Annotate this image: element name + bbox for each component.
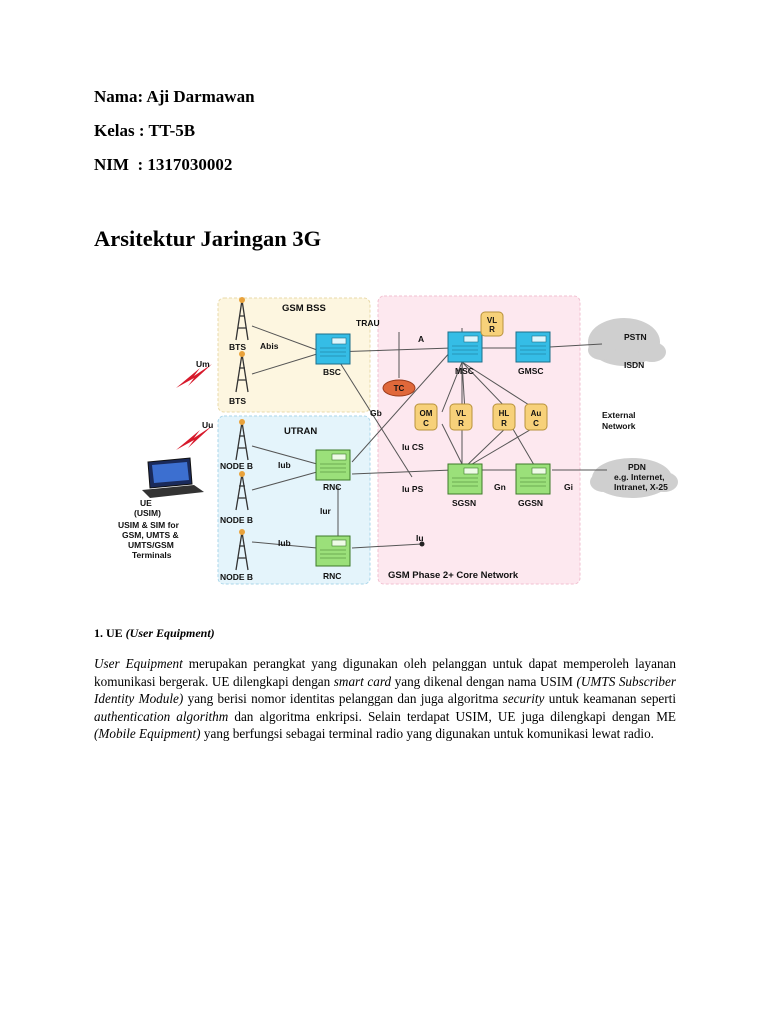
a-interface-label: A bbox=[418, 334, 425, 344]
paragraph-text: yang berisi nomor identitas pelanggan dan juga algoritma bbox=[183, 691, 503, 707]
iups-interface-label: Iu PS bbox=[402, 484, 424, 494]
section-term: (User Equipment) bbox=[125, 626, 215, 640]
pdn-label: PDN bbox=[628, 462, 646, 472]
auc-label: C bbox=[533, 419, 539, 428]
usim-label: (USIM) bbox=[134, 508, 161, 518]
vlr-label: VL bbox=[486, 316, 498, 325]
term-mobile-equipment: (Mobile Equipment) bbox=[94, 726, 201, 742]
utran-label: UTRAN bbox=[284, 426, 318, 437]
term-smart-card: smart card bbox=[333, 673, 392, 689]
ue-label: UE bbox=[140, 498, 152, 508]
student-nim: NIM : 1317030002 bbox=[94, 155, 233, 174]
hlr-label: R bbox=[501, 419, 507, 428]
student-class: Kelas : TT-5B bbox=[94, 121, 196, 140]
pdn-example-label: Intranet, X-25 bbox=[614, 482, 668, 492]
term-authentication-algorithm: authentication algorithm bbox=[94, 708, 229, 724]
bsc-node-icon bbox=[316, 334, 350, 364]
node-b-label: NODE B bbox=[220, 461, 254, 471]
gi-interface-label: Gi bbox=[564, 482, 573, 492]
iub-interface-label: Iub bbox=[278, 460, 291, 470]
gmsc-label: GMSC bbox=[518, 366, 544, 376]
student-name: Nama: Aji Darmawan bbox=[94, 87, 255, 106]
rnc-label: RNC bbox=[323, 482, 342, 492]
omc-label: C bbox=[423, 419, 429, 428]
paragraph-text: dan algoritma enkripsi. Selain terdapat USIM, UE juga dilengkapi dengan ME bbox=[228, 708, 676, 724]
gmsc-node-icon bbox=[516, 332, 550, 362]
auc-label: Au bbox=[530, 409, 542, 418]
paragraph-text: merupakan perangkat yang digunakan oleh pelanggan untuk dapat memperoleh layanan komunikasi bergerak. UE dilengkapi dengan bbox=[94, 656, 676, 689]
hlr-label: HL bbox=[498, 409, 510, 418]
vlr-label: VL bbox=[455, 409, 467, 418]
network-architecture-diagram bbox=[112, 292, 684, 590]
tc-label: TC bbox=[393, 384, 405, 393]
vlr-label: R bbox=[458, 419, 464, 428]
pstn-cloud bbox=[588, 318, 666, 366]
iucs-interface-label: Iu CS bbox=[402, 442, 424, 452]
core-network-label: GSM Phase 2+ Core Network bbox=[388, 570, 519, 581]
bsc-label: BSC bbox=[323, 367, 341, 377]
isdn-label: ISDN bbox=[624, 360, 645, 370]
bts-label: BTS bbox=[229, 342, 246, 352]
gn-interface-label: Gn bbox=[494, 482, 506, 492]
term-user-equipment: User Equipment bbox=[94, 656, 183, 671]
rnc-label: RNC bbox=[323, 571, 342, 581]
external-network-label: External bbox=[602, 410, 636, 420]
radio-link-icon bbox=[176, 364, 212, 450]
paragraph-text: yang berfungsi sebagai terminal radio yang digunakan untuk komunikasi lewat radio. bbox=[200, 726, 654, 742]
uu-interface-label: Uu bbox=[202, 420, 214, 430]
msc-node-icon bbox=[448, 332, 482, 362]
terminal-desc: USIM & SIM for bbox=[118, 520, 179, 530]
external-network-label: Network bbox=[602, 421, 636, 431]
vlr-label: R bbox=[489, 325, 495, 334]
section-number: 1. UE bbox=[94, 626, 126, 640]
iur-interface-label: Iur bbox=[320, 506, 331, 516]
sgsn-label: SGSN bbox=[452, 498, 477, 508]
bts-label: BTS bbox=[229, 396, 246, 406]
terminal-desc: GSM, UMTS & bbox=[122, 530, 179, 540]
gb-interface-label: Gb bbox=[370, 408, 382, 418]
page-title: Arsitektur Jaringan 3G bbox=[94, 226, 322, 251]
pdn-example-label: e.g. Internet, bbox=[614, 472, 665, 482]
um-interface-label: Um bbox=[196, 359, 210, 369]
pstn-label: PSTN bbox=[624, 332, 647, 342]
abis-label: Abis bbox=[260, 341, 279, 351]
terminal-desc: Terminals bbox=[132, 550, 172, 560]
term-usim: (UMTS Subscriber Identity Module) bbox=[94, 673, 676, 707]
sgsn-node-icon bbox=[448, 464, 482, 494]
node-b-label: NODE B bbox=[220, 515, 254, 525]
paragraph-text: untuk keamanan seperti bbox=[544, 691, 676, 707]
iub-interface-label: Iub bbox=[278, 538, 291, 548]
paragraph-text: yang dikenal dengan nama USIM bbox=[391, 673, 577, 689]
rnc-node-icon bbox=[316, 450, 350, 480]
rnc-node-icon bbox=[316, 536, 350, 566]
ggsn-node-icon bbox=[516, 464, 550, 494]
terminal-desc: UMTS/GSM bbox=[128, 540, 174, 550]
iu-interface-label: Iu bbox=[416, 533, 424, 543]
term-security: security bbox=[502, 691, 545, 707]
node-b-label: NODE B bbox=[220, 572, 254, 582]
section-heading bbox=[94, 626, 215, 641]
gsm-bss-label: GSM BSS bbox=[282, 303, 326, 314]
trau-label: TRAU bbox=[356, 318, 380, 328]
msc-label: MSC bbox=[455, 366, 474, 376]
omc-label: OM bbox=[419, 409, 433, 418]
ggsn-label: GGSN bbox=[518, 498, 544, 508]
laptop-icon bbox=[142, 458, 204, 498]
body-paragraph bbox=[94, 655, 676, 743]
